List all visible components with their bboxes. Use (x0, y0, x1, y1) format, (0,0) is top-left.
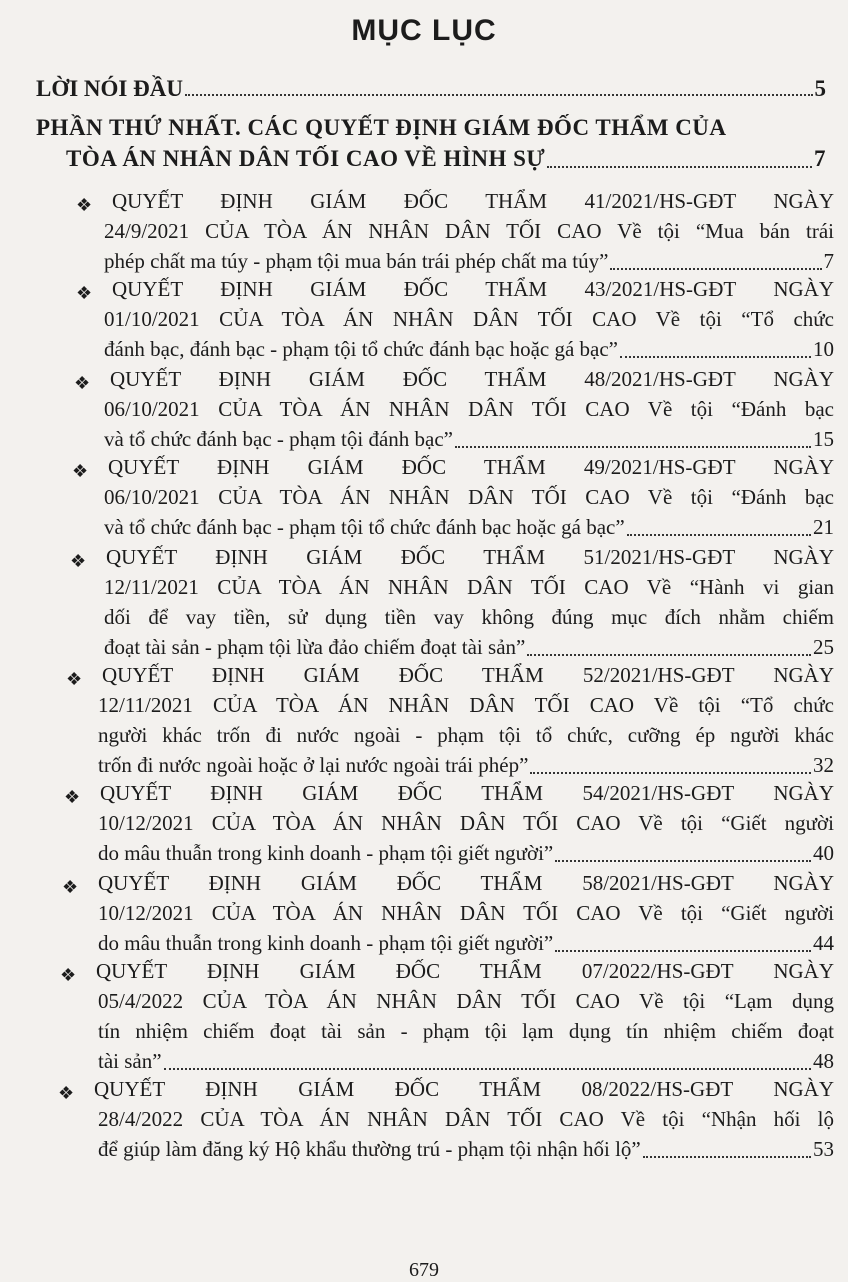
dot-leader (555, 860, 811, 862)
diamond-cluster-icon: ❖ (66, 669, 83, 689)
toc-entry-page: 53 (813, 1137, 834, 1161)
dot-leader (547, 166, 812, 168)
dot-leader (555, 950, 811, 952)
toc-entry-page: 15 (813, 427, 834, 451)
toc-entry-line: tài sản” (98, 1049, 162, 1073)
dot-leader (530, 772, 811, 774)
dot-leader (164, 1068, 811, 1070)
dot-leader (185, 94, 813, 96)
toc-entry-line: QUYẾT ĐỊNH GIÁM ĐỐC THẨM 07/2022/HS-GĐT NGÀY (96, 959, 834, 983)
toc-entry-page: 32 (813, 753, 834, 777)
toc-entry-line: phép chất ma túy - phạm tội mua bán trái phép chất ma túy” (104, 249, 609, 273)
toc-intro-label: LỜI NÓI ĐẦU (36, 76, 183, 101)
diamond-cluster-icon: ❖ (60, 965, 77, 985)
dot-leader (527, 654, 811, 656)
toc-entry-line: đánh bạc, đánh bạc - phạm tội tổ chức đánh bạc hoặc gá bạc” (104, 337, 618, 361)
toc-entry-line: QUYẾT ĐỊNH GIÁM ĐỐC THẨM 58/2021/HS-GĐT NGÀY (98, 871, 834, 895)
toc-entry-line: 12/11/2021 CỦA TÒA ÁN NHÂN DÂN TỐI CAO Về tội “Tổ chức (98, 693, 834, 717)
dot-leader (455, 446, 811, 448)
part-heading-line1: PHẦN THỨ NHẤT. CÁC QUYẾT ĐỊNH GIÁM ĐỐC THẨM CỦA (36, 115, 727, 140)
dot-leader (643, 1156, 811, 1158)
toc-part-heading (36, 112, 826, 174)
toc-entry-line: QUYẾT ĐỊNH GIÁM ĐỐC THẨM 48/2021/HS-GĐT NGÀY (110, 367, 834, 391)
toc-entry-line: QUYẾT ĐỊNH GIÁM ĐỐC THẨM 51/2021/HS-GĐT NGÀY (106, 545, 834, 569)
toc-entry-page: 21 (813, 515, 834, 539)
toc-entry-page: 40 (813, 841, 834, 865)
toc-entry-line: 06/10/2021 CỦA TÒA ÁN NHÂN DÂN TỐI CAO Về tội “Đánh bạc (104, 485, 834, 509)
toc-intro (36, 76, 826, 102)
toc-entry-page: 48 (813, 1049, 834, 1073)
diamond-cluster-icon: ❖ (72, 461, 89, 481)
diamond-cluster-icon: ❖ (76, 283, 93, 303)
toc-entry-line: tín nhiệm chiếm đoạt tài sản - phạm tội lạm dụng tín nhiệm chiếm đoạt (98, 1019, 834, 1043)
diamond-cluster-icon: ❖ (70, 551, 87, 571)
toc-entry-line: do mâu thuẫn trong kinh doanh - phạm tội giết người” (98, 931, 554, 955)
page-title: MỤC LỤC (351, 14, 497, 47)
toc-intro-page: 5 (814, 76, 826, 101)
toc-entry-line: QUYẾT ĐỊNH GIÁM ĐỐC THẨM 49/2021/HS-GĐT NGÀY (108, 455, 834, 479)
toc-entry-page: 7 (823, 249, 834, 273)
toc-entry-line: QUYẾT ĐỊNH GIÁM ĐỐC THẨM 41/2021/HS-GĐT NGÀY (112, 189, 834, 213)
toc-entry-page: 10 (813, 337, 834, 361)
diamond-cluster-icon: ❖ (62, 877, 79, 897)
toc-entry-page: 25 (813, 635, 834, 659)
part-heading-page: 7 (814, 146, 826, 171)
toc-entry-line: 10/12/2021 CỦA TÒA ÁN NHÂN DÂN TỐI CAO Về tội “Giết người (98, 901, 834, 925)
toc-entry-line: và tổ chức đánh bạc - phạm tội đánh bạc” (104, 427, 453, 451)
dot-leader (627, 534, 811, 536)
diamond-cluster-icon: ❖ (64, 787, 81, 807)
page-number: 679 (409, 1259, 439, 1281)
toc-entry-line: 10/12/2021 CỦA TÒA ÁN NHÂN DÂN TỐI CAO Về tội “Giết người (98, 811, 834, 835)
toc-entry-line: 12/11/2021 CỦA TÒA ÁN NHÂN DÂN TỐI CAO Về “Hành vi gian (104, 575, 834, 599)
toc-entry-line: 24/9/2021 CỦA TÒA ÁN NHÂN DÂN TỐI CAO Về tội “Mua bán trái (104, 219, 834, 243)
toc-entry-line: người khác trốn đi nước ngoài - phạm tội tổ chức, cưỡng ép người khác (98, 723, 834, 747)
dot-leader (610, 268, 821, 270)
toc-entry-line: 01/10/2021 CỦA TÒA ÁN NHÂN DÂN TỐI CAO Về tội “Tổ chức (104, 307, 834, 331)
toc-entry-line: QUYẾT ĐỊNH GIÁM ĐỐC THẨM 43/2021/HS-GĐT NGÀY (112, 277, 834, 301)
toc-entry-line: QUYẾT ĐỊNH GIÁM ĐỐC THẨM 08/2022/HS-GĐT NGÀY (94, 1077, 834, 1101)
diamond-cluster-icon: ❖ (58, 1083, 75, 1103)
toc-entry-line: và tổ chức đánh bạc - phạm tội tổ chức đánh bạc hoặc gá bạc” (104, 515, 625, 539)
diamond-cluster-icon: ❖ (74, 373, 91, 393)
toc-entry-line: 05/4/2022 CỦA TÒA ÁN NHÂN DÂN TỐI CAO Về tội “Lạm dụng (98, 989, 834, 1013)
toc-entry-line: QUYẾT ĐỊNH GIÁM ĐỐC THẨM 52/2021/HS-GĐT NGÀY (102, 663, 834, 687)
toc-entry-line: QUYẾT ĐỊNH GIÁM ĐỐC THẨM 54/2021/HS-GĐT NGÀY (100, 781, 834, 805)
diamond-cluster-icon: ❖ (76, 195, 93, 215)
toc-entry-page: 44 (813, 931, 834, 955)
toc-entry-line: trốn đi nước ngoài hoặc ở lại nước ngoài trái phép” (98, 753, 529, 777)
toc-entry-line: đoạt tài sản - phạm tội lừa đảo chiếm đoạt tài sản” (104, 635, 526, 659)
dot-leader (620, 356, 811, 358)
toc-entry-line: 06/10/2021 CỦA TÒA ÁN NHÂN DÂN TỐI CAO Về tội “Đánh bạc (104, 397, 834, 421)
toc-entry-line: 28/4/2022 CỦA TÒA ÁN NHÂN DÂN TỐI CAO Về tội “Nhận hối lộ (98, 1107, 834, 1131)
toc-entry-line: dối để vay tiền, sử dụng tiền vay không đúng mục đích nhằm chiếm (104, 605, 834, 629)
toc-entry-line: do mâu thuẫn trong kinh doanh - phạm tội giết người” (98, 841, 554, 865)
toc-entry-line: để giúp làm đăng ký Hộ khẩu thường trú - phạm tội nhận hối lộ” (98, 1137, 641, 1161)
part-heading-line2: TÒA ÁN NHÂN DÂN TỐI CAO VỀ HÌNH SỰ (66, 146, 546, 171)
